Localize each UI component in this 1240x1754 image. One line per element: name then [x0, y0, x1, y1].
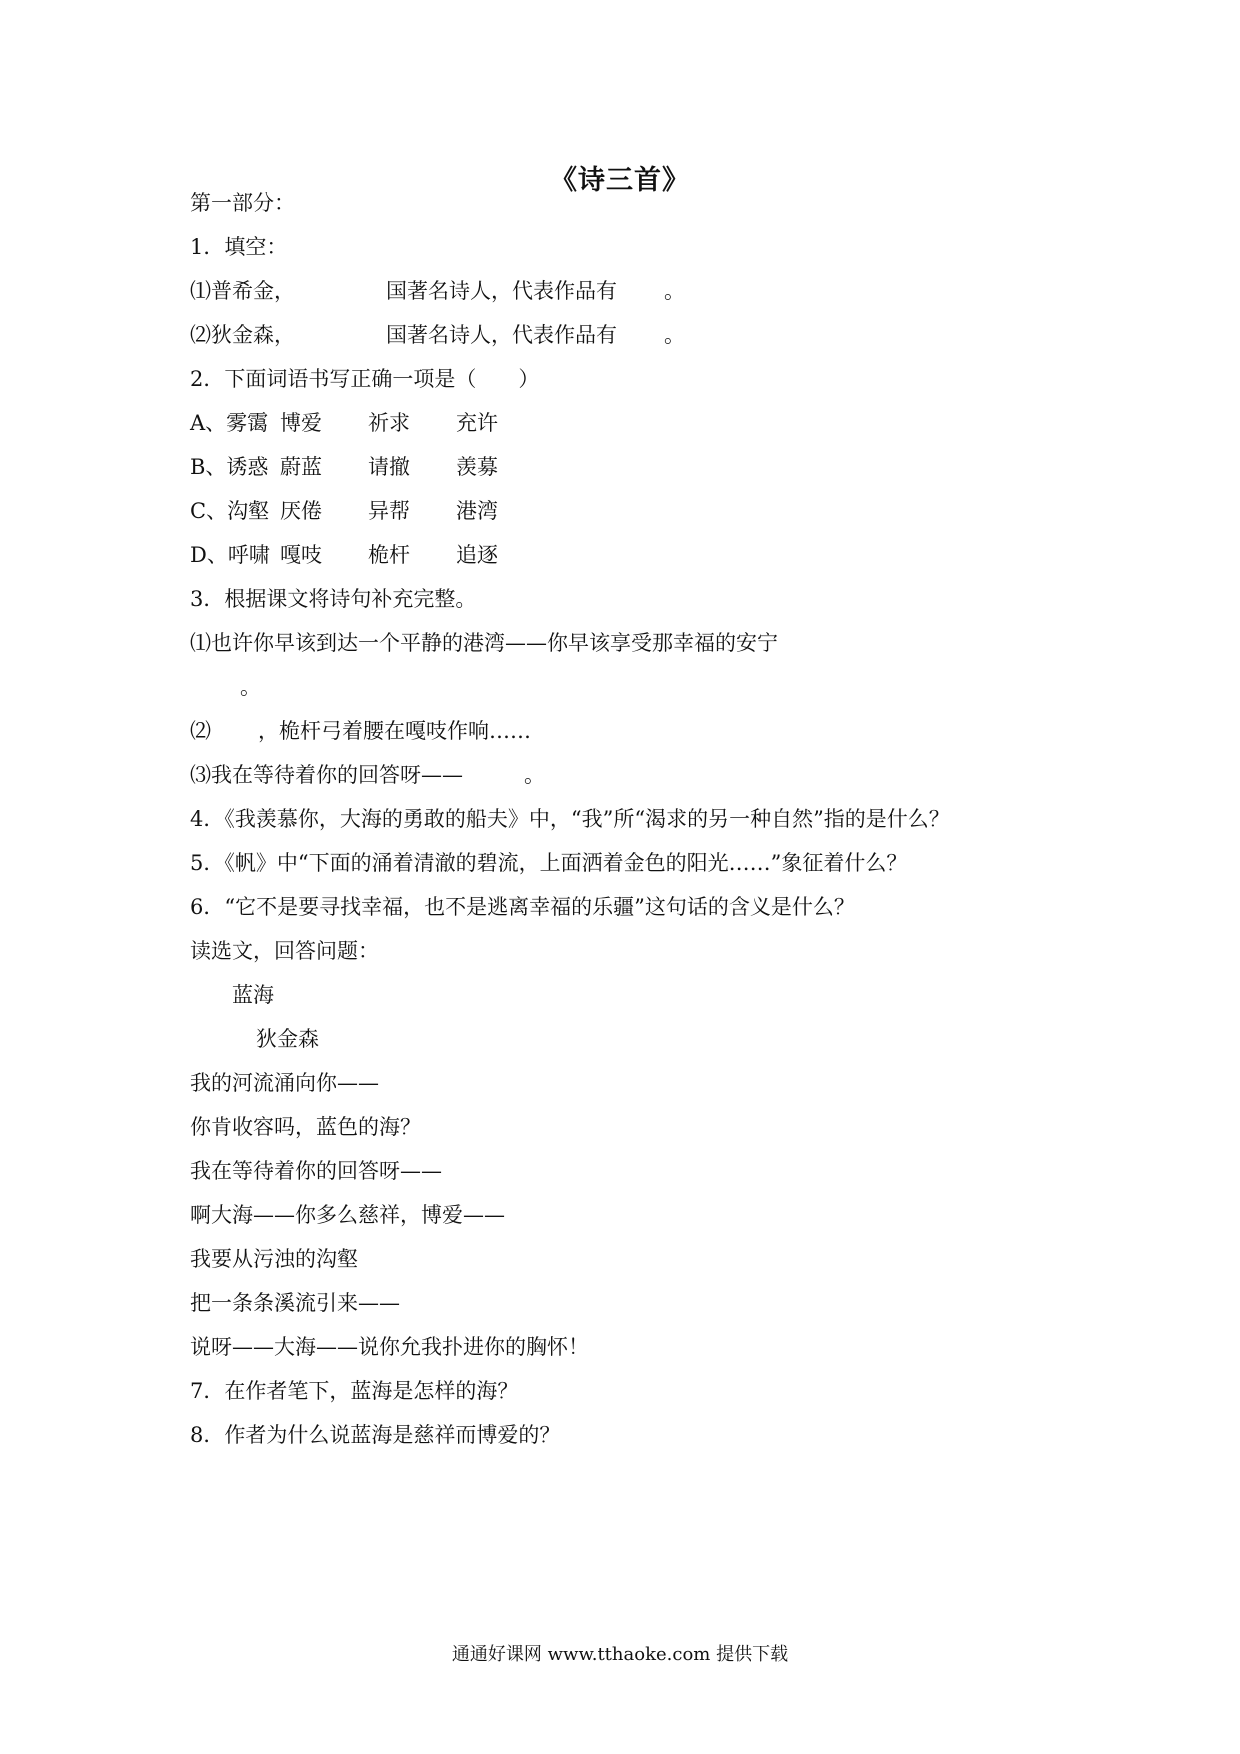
q1-heading: 1．填空：	[190, 235, 288, 259]
q2-choice-a	[190, 408, 544, 438]
choice-word: 追逐	[456, 543, 498, 567]
part-heading: 第一部分：	[190, 191, 295, 215]
poem-line: 把一条条溪流引来——	[190, 1291, 400, 1315]
choice-word: 祈求	[368, 411, 410, 435]
question-8: 8．作者为什么说蓝海是慈祥而博爱的？	[190, 1423, 561, 1447]
q1-item1-a: ⑴普希金，	[190, 279, 295, 303]
q3-heading: 3．根据课文将诗句补充完整。	[190, 587, 477, 611]
choice-label: B、诱惑	[190, 455, 269, 479]
q3-item1: ⑴也许你早该到达一个平静的港湾——你早该享受那幸福的安宁	[190, 631, 778, 655]
question-7: 7．在作者笔下，蓝海是怎样的海？	[190, 1379, 519, 1403]
choice-word: 羡募	[456, 455, 498, 479]
q1-item2-b: 国著名诗人，代表作品有	[386, 323, 617, 347]
q2-choice-b	[190, 452, 544, 482]
q3-item2-b: ，桅杆弓着腰在嘎吱作响……	[258, 719, 531, 743]
question-6: 6．“它不是要寻找幸福，也不是逃离幸福的乐疆”这句话的含义是什么？	[190, 895, 855, 919]
choice-word: 异帮	[368, 499, 410, 523]
choice-word: 嘎吱	[280, 543, 322, 567]
q3-item2-a: ⑵	[190, 719, 211, 743]
choice-label: C、沟壑	[190, 499, 270, 523]
choice-word: 充许	[456, 411, 498, 435]
poem-line: 我的河流涌向你——	[190, 1071, 379, 1095]
choice-word: 厌倦	[280, 499, 322, 523]
page-footer: 通通好课网 www.tthaoke.com 提供下载	[451, 1644, 789, 1665]
document-title: 《诗三首》	[550, 165, 690, 196]
q3-item1-end: 。	[240, 675, 261, 699]
q3-item3-b: 。	[524, 763, 545, 787]
poem-line: 啊大海——你多么慈祥，博爱——	[190, 1203, 505, 1227]
choice-label: D、呼啸	[190, 543, 270, 567]
choice-word: 港湾	[456, 499, 498, 523]
choice-word: 博爱	[280, 411, 322, 435]
q1-item2-a: ⑵狄金森，	[190, 323, 295, 347]
choice-label: A、雾霭	[190, 411, 269, 435]
choice-word: 请撤	[368, 455, 410, 479]
q2-choice-d	[190, 540, 544, 570]
choice-word: 桅杆	[368, 543, 410, 567]
q2-heading: 2．下面词语书写正确一项是（ ）	[190, 367, 540, 391]
question-5: 5．《帆》中“下面的涌着清澈的碧流，上面洒着金色的阳光……”象征着什么？	[190, 851, 908, 875]
q2-choice-c	[190, 496, 544, 526]
poem-line: 你肯收容吗，蓝色的海？	[190, 1115, 421, 1139]
poem-line: 说呀——大海——说你允我扑进你的胸怀！	[190, 1335, 589, 1359]
choice-word: 蔚蓝	[280, 455, 322, 479]
question-4: 4．《我羡慕你，大海的勇敢的船夫》中，“我”所“渴求的另一种自然”指的是什么？	[190, 807, 950, 831]
q1-item2-c: 。	[664, 323, 685, 347]
poem-line: 我在等待着你的回答呀——	[190, 1159, 442, 1183]
q1-item1-b: 国著名诗人，代表作品有	[386, 279, 617, 303]
poem-title: 蓝海	[232, 983, 274, 1007]
poem-line: 我要从污浊的沟壑	[190, 1247, 358, 1271]
q1-item1-c: 。	[664, 279, 685, 303]
poem-author: 狄金森	[256, 1027, 319, 1051]
q3-item3-a: ⑶我在等待着你的回答呀——	[190, 763, 463, 787]
reading-instruction: 读选文，回答问题：	[190, 939, 379, 963]
